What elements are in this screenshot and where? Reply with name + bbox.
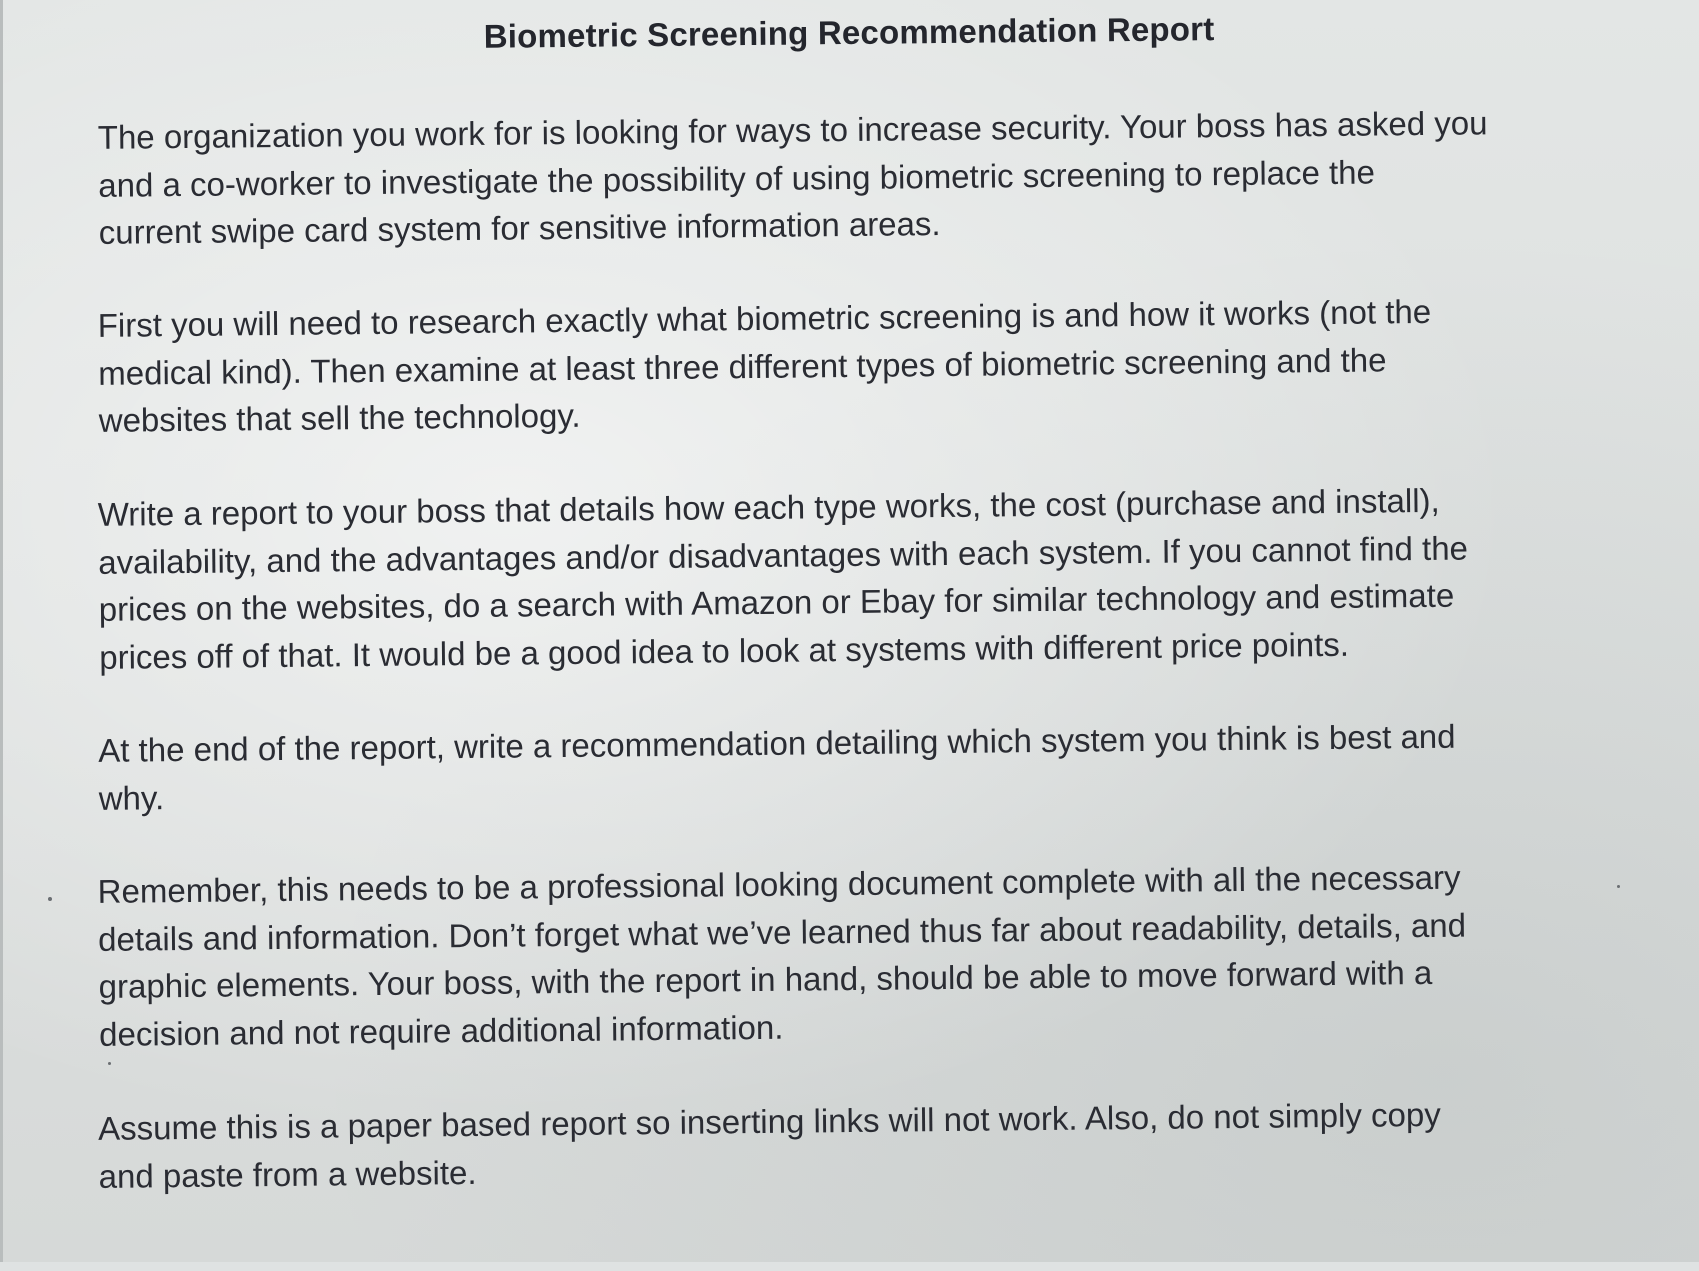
paragraph-line: medical kind). Then examine at least three different types of biometric screening and the — [98, 340, 1387, 392]
dust-speck — [1617, 885, 1620, 888]
paragraph-line: decision and not require additional information. — [98, 1008, 784, 1053]
dust-speck — [108, 1062, 111, 1065]
paragraph-research — [98, 288, 1433, 444]
paragraph-line: graphic elements. Your boss, with the report in hand, should be able to move forward with a — [98, 953, 1433, 1005]
paragraph-line: details and information. Don’t forget what we’ve learned thus far about readability, details, and — [97, 906, 1467, 958]
paragraph-line: prices off of that. It would be a good idea to look at systems with different price points. — [99, 625, 1350, 676]
dust-speck — [48, 897, 52, 901]
paragraph-line: Remember, this needs to be a professional looking document complete with all the necessary — [97, 858, 1461, 910]
document-title: Biometric Screening Recommendation Report — [483, 10, 1215, 55]
paragraph-line: why. — [98, 778, 165, 817]
paragraph-line: Write a report to your boss that details how each type works, the cost (purchase and install), — [97, 481, 1440, 533]
paragraph-line: Assume this is a paper based report so inserting links will not work. Also, do not simply copy — [97, 1095, 1441, 1147]
paragraph-line: The organization you work for is looking for ways to increase security. Your boss has asked you — [97, 104, 1488, 156]
paragraph-recommendation — [98, 713, 1456, 822]
paragraph-report-details — [97, 477, 1469, 681]
paragraph-line: At the end of the report, write a recommendation detailing which system you think is best and — [98, 717, 1456, 769]
paragraph-intro — [98, 99, 1489, 256]
paragraph-line: First you will need to research exactly what biometric screening is and how it works (not the — [97, 292, 1432, 344]
paragraph-line: current swipe card system for sensitive information areas. — [98, 205, 941, 251]
paragraph-line: and a co-worker to investigate the possibility of using biometric screening to replace the — [98, 152, 1376, 204]
paragraph-professional — [97, 854, 1467, 1058]
paragraph-line: websites that sell the technology. — [98, 396, 581, 439]
paragraph-paper-based — [98, 1091, 1442, 1200]
paragraph-line: availability, and the advantages and/or disadvantages with each system. If you cannot find the — [98, 529, 1469, 581]
paragraph-line: and paste from a website. — [98, 1153, 477, 1195]
paragraph-line: prices on the websites, do a search with Amazon or Ebay for similar technology and estimate — [98, 576, 1455, 628]
